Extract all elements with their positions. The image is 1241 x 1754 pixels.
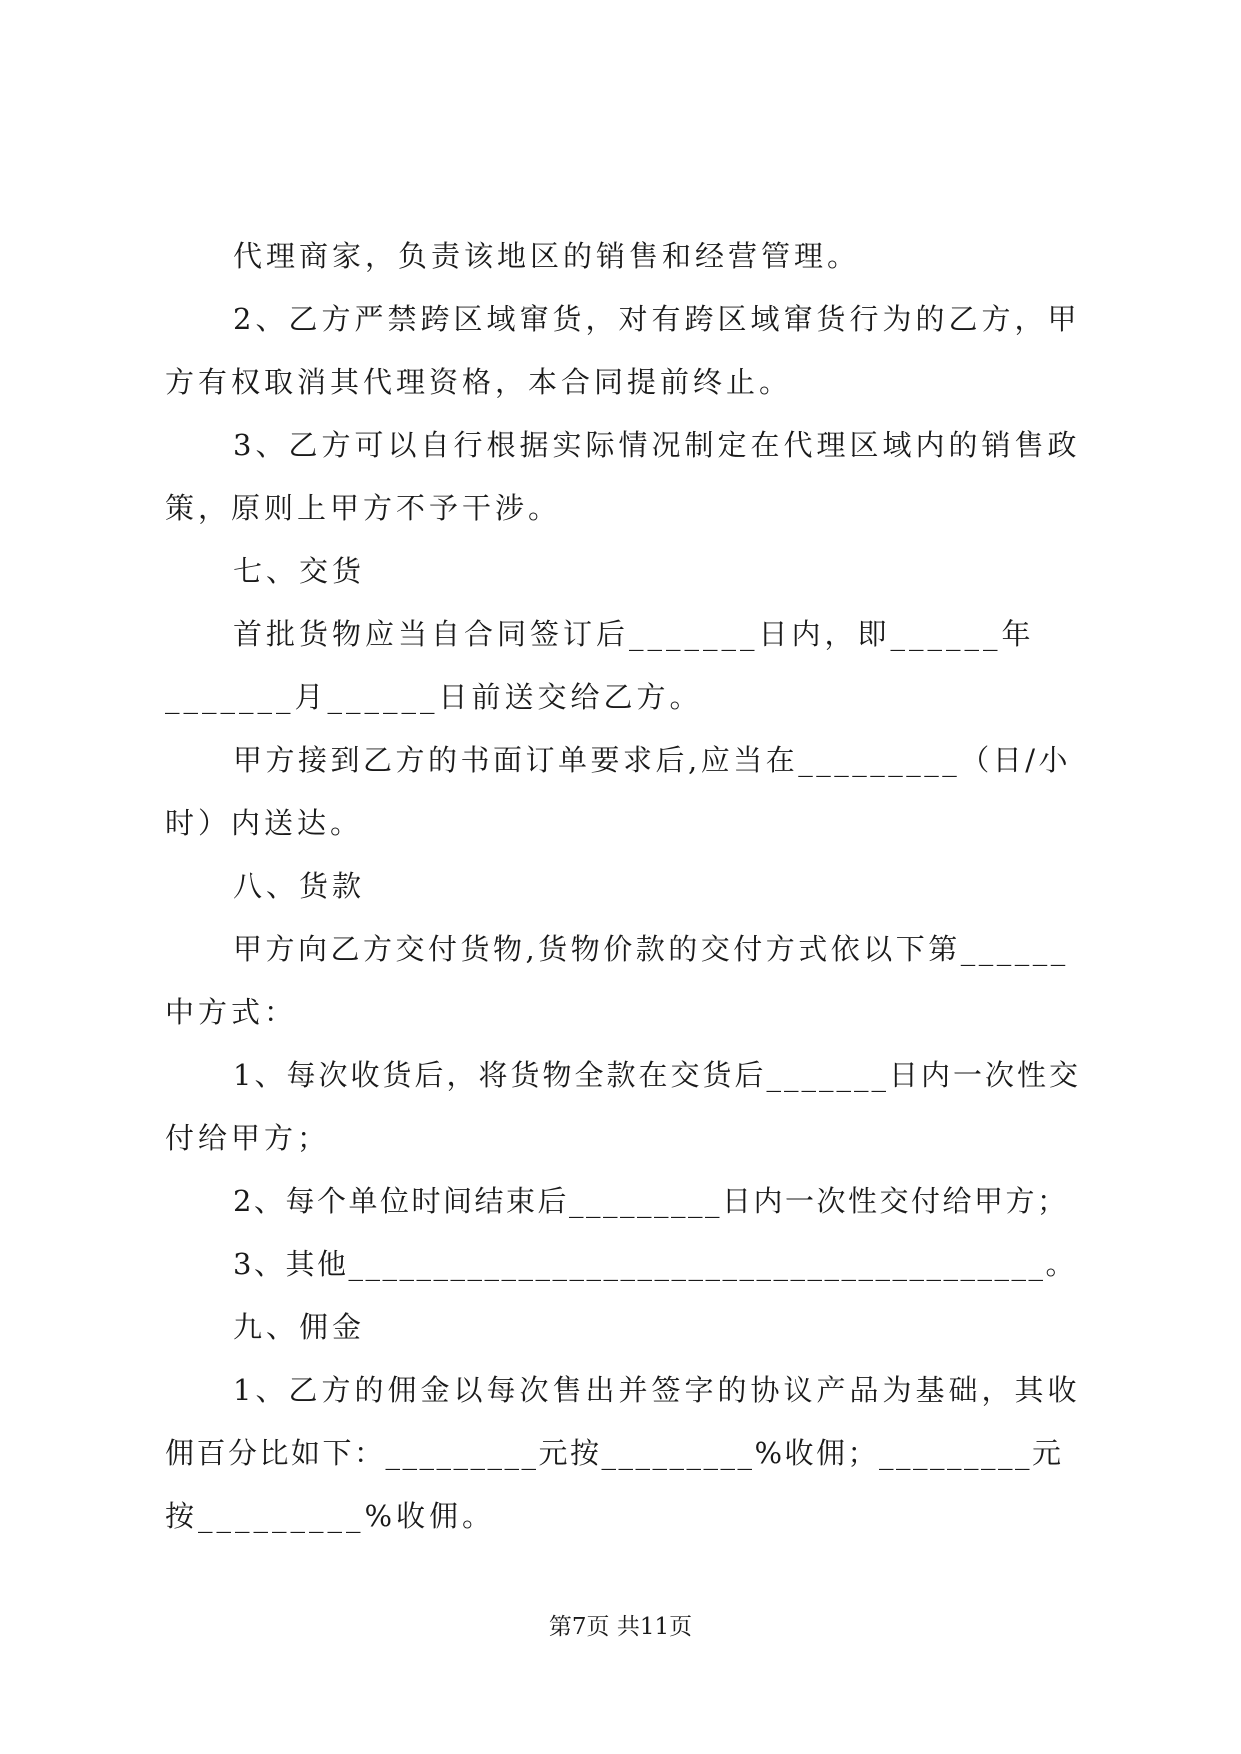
text-line: _______月______日前送交给乙方。 [165, 680, 703, 714]
text-line: 时）内送达。 [165, 806, 364, 840]
text-line: 首批货物应当自合同签订后_______日内，即______年 [233, 617, 1035, 651]
text-line: 甲方接到乙方的书面订单要求后,应当在_________（日/小 [233, 743, 1071, 777]
section-heading: 八、货款 [233, 869, 366, 903]
section-heading: 七、交货 [233, 554, 366, 588]
text-line: 1、乙方的佣金以每次售出并签字的协议产品为基础，其收 [233, 1373, 1081, 1407]
text-line: 方有权取消其代理资格，本合同提前终止。 [165, 365, 793, 399]
text-line: 2、每个单位时间结束后_________日内一次性交付给甲方； [233, 1184, 1069, 1218]
text-line: 按_________%收佣。 [165, 1499, 496, 1533]
section-heading: 九、佣金 [233, 1310, 366, 1344]
text-line: 策，原则上甲方不予干涉。 [165, 491, 562, 525]
text-line: 1、每次收货后，将货物全款在交货后_______日内一次性交 [233, 1058, 1081, 1092]
text-line: 中方式： [165, 995, 298, 1029]
text-line: 佣百分比如下：_________元按_________%收佣；_________元 [165, 1436, 1064, 1470]
document-body [165, 225, 1080, 1548]
page-number: 第7页 共11页 [548, 1614, 693, 1640]
text-line: 3、乙方可以自行根据实际情况制定在代理区域内的销售政 [233, 428, 1081, 462]
text-line: 3、其他_________________________________________。 [233, 1247, 1077, 1281]
text-line: 甲方向乙方交付货物,货物价款的交付方式依以下第______ [233, 932, 1069, 966]
text-line: 付给甲方； [165, 1121, 331, 1155]
text-line: 2、乙方严禁跨区域窜货，对有跨区域窜货行为的乙方，甲 [233, 302, 1081, 336]
text-line: 代理商家，负责该地区的销售和经营管理。 [233, 239, 861, 273]
